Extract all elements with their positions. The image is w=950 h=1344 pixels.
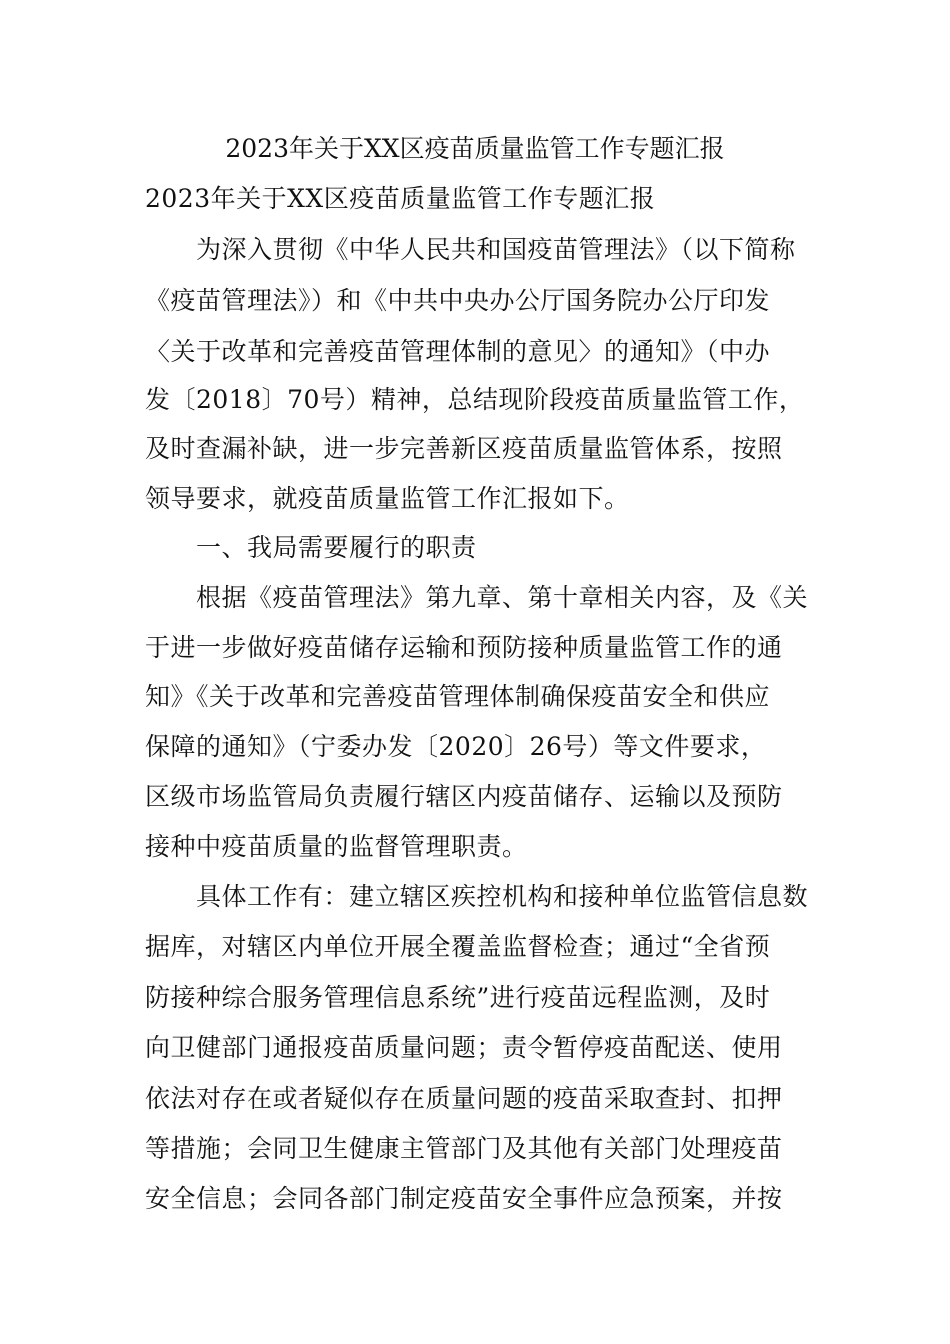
body-line: 保障的通知》（宁委办发〔2020〕26号）等文件要求， [145, 732, 767, 761]
body-line: 接种中疫苗质量的监督管理职责。 [145, 832, 528, 861]
body-line: 向卫健部门通报疫苗质量问题；责令暂停疫苗配送、使用 [145, 1033, 783, 1062]
body-line: 为深入贯彻《中华人民共和国疫苗管理法》（以下简称 [145, 235, 796, 264]
section-heading: 一、我局需要履行的职责 [145, 533, 477, 562]
body-line: 《疫苗管理法》）和《中共中央办公厅国务院办公厅印发 [145, 286, 771, 315]
body-line: 防接种综合服务管理信息系统”进行疫苗远程监测，及时 [145, 983, 771, 1012]
body-line: 领导要求，就疫苗质量监管工作汇报如下。 [145, 484, 630, 513]
body-line: 根据《疫苗管理法》第九章、第十章相关内容，及《关 [145, 583, 809, 612]
document-subtitle: 2023年关于XX区疫苗质量监管工作专题汇报 [145, 184, 656, 213]
document-title: 2023年关于XX区疫苗质量监管工作专题汇报 [225, 134, 725, 163]
body-line: 〈关于改革和完善疫苗管理体制的意见〉的通知》（中办 [145, 337, 771, 366]
body-line: 发〔2018〕70号）精神，总结现阶段疫苗质量监管工作， [145, 385, 805, 414]
body-line: 安全信息；会同各部门制定疫苗安全事件应急预案，并按 [145, 1184, 783, 1213]
body-line: 知》《关于改革和完善疫苗管理体制确保疫苗安全和供应 [145, 682, 771, 711]
body-line: 具体工作有：建立辖区疾控机构和接种单位监管信息数 [145, 882, 809, 911]
body-line: 于进一步做好疫苗储存运输和预防接种质量监管工作的通 [145, 633, 783, 662]
body-line: 等措施；会同卫生健康主管部门及其他有关部门处理疫苗 [145, 1134, 783, 1163]
body-line: 据库，对辖区内单位开展全覆盖监督检查；通过“全省预 [145, 932, 771, 961]
body-line: 及时查漏补缺，进一步完善新区疫苗质量监管体系，按照 [145, 434, 783, 463]
body-line: 区级市场监管局负责履行辖区内疫苗储存、运输以及预防 [145, 782, 783, 811]
body-line: 依法对存在或者疑似存在质量问题的疫苗采取查封、扣押 [145, 1084, 783, 1113]
